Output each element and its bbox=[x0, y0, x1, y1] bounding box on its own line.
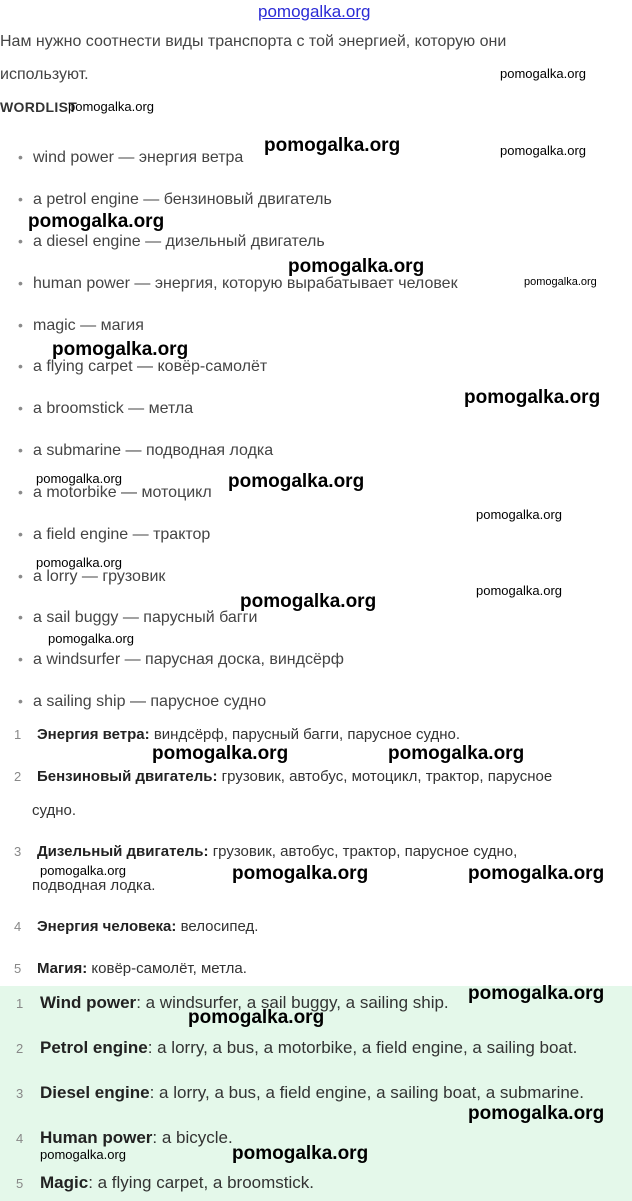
answer-text-continued: судно. bbox=[32, 802, 77, 819]
watermark: pomogalka.org bbox=[188, 1007, 325, 1028]
list-item bbox=[18, 191, 332, 209]
answer-label: Энергия человека: bbox=[37, 918, 177, 935]
list-item bbox=[18, 400, 193, 418]
wordlist-entry: magic — магия bbox=[33, 317, 144, 334]
watermark: pomogalka.org bbox=[36, 471, 122, 486]
answer-label: Human power bbox=[40, 1128, 153, 1147]
wordlist-entry: a lorry — грузовик bbox=[33, 568, 166, 585]
bullet-icon: • bbox=[18, 693, 23, 709]
list-item bbox=[18, 526, 210, 544]
item-number: 5 bbox=[14, 961, 22, 976]
list-item bbox=[18, 149, 243, 167]
answer-text: грузовик, автобус, трактор, парусное судно, bbox=[212, 843, 518, 860]
watermark: pomogalka.org bbox=[240, 591, 377, 612]
watermark: pomogalka.org bbox=[500, 66, 586, 81]
answer-text-continued: подводная лодка. bbox=[32, 877, 156, 894]
item-number: 3 bbox=[16, 1086, 24, 1101]
answer-label: Магия: bbox=[37, 960, 88, 977]
answer-text: велосипед. bbox=[180, 918, 259, 935]
item-number: 4 bbox=[14, 919, 22, 934]
watermark: pomogalka.org bbox=[388, 743, 525, 764]
item-number: 3 bbox=[14, 844, 22, 859]
list-item bbox=[18, 568, 165, 586]
list-item bbox=[18, 442, 273, 460]
bullet-icon: • bbox=[18, 609, 23, 625]
en-answer-item bbox=[16, 1083, 584, 1103]
watermark: pomogalka.org bbox=[232, 1143, 369, 1164]
watermark: pomogalka.org bbox=[476, 507, 562, 522]
watermark: pomogalka.org bbox=[288, 256, 425, 277]
wordlist-entry: a petrol engine — бензиновый двигатель bbox=[33, 191, 332, 208]
bullet-icon: • bbox=[18, 191, 23, 207]
ru-answer-item bbox=[14, 760, 614, 828]
item-number: 5 bbox=[16, 1176, 24, 1191]
wordlist-entry: a motorbike — мотоцикл bbox=[33, 484, 212, 501]
bullet-icon: • bbox=[18, 442, 23, 458]
answer-text: грузовик, автобус, мотоцикл, трактор, парусное bbox=[221, 768, 553, 785]
answer-text: : a lorry, a bus, a motorbike, a field engine, a sailing boat. bbox=[147, 1038, 578, 1057]
en-answer-item bbox=[16, 1128, 233, 1148]
en-answer-item bbox=[16, 1173, 314, 1193]
item-number: 1 bbox=[14, 727, 22, 742]
watermark: pomogalka.org bbox=[476, 583, 562, 598]
answer-text: : a flying carpet, a broomstick. bbox=[88, 1173, 315, 1192]
watermark: pomogalka.org bbox=[68, 99, 154, 114]
watermark: pomogalka.org bbox=[524, 276, 597, 288]
wordlist-entry: a flying carpet — ковёр-самолёт bbox=[33, 358, 268, 375]
ru-answer-item bbox=[14, 910, 614, 944]
watermark: pomogalka.org bbox=[500, 143, 586, 158]
list-item bbox=[18, 693, 266, 711]
list-item bbox=[18, 317, 144, 335]
answer-label: Diesel engine bbox=[40, 1083, 150, 1102]
answer-text: виндсёрф, парусный багги, парусное судно. bbox=[153, 726, 461, 743]
watermark: pomogalka.org bbox=[232, 863, 369, 884]
site-link[interactable]: pomogalka.org bbox=[258, 2, 371, 21]
wordlist-title: WORDLIST bbox=[0, 99, 78, 115]
bullet-icon: • bbox=[18, 526, 23, 542]
watermark: pomogalka.org bbox=[228, 471, 365, 492]
list-item bbox=[18, 651, 344, 669]
watermark: pomogalka.org bbox=[52, 339, 189, 360]
wordlist-entry: a sailing ship — парусное судно bbox=[33, 693, 267, 710]
bullet-icon: • bbox=[18, 568, 23, 584]
bullet-icon: • bbox=[18, 358, 23, 374]
bullet-icon: • bbox=[18, 400, 23, 416]
wordlist-entry: a diesel engine — дизельный двигатель bbox=[33, 233, 325, 250]
watermark: pomogalka.org bbox=[468, 1103, 605, 1124]
list-item bbox=[18, 233, 325, 251]
bullet-icon: • bbox=[18, 651, 23, 667]
answer-label: Petrol engine bbox=[40, 1038, 148, 1057]
list-item bbox=[18, 609, 257, 627]
watermark: pomogalka.org bbox=[468, 983, 605, 1004]
watermark: pomogalka.org bbox=[28, 211, 165, 232]
answer-text: : a bicycle. bbox=[152, 1128, 233, 1147]
bullet-icon: • bbox=[18, 484, 23, 500]
wordlist-entry: a submarine — подводная лодка bbox=[33, 442, 274, 459]
list-item bbox=[18, 484, 212, 502]
intro-text-line2: используют. bbox=[0, 66, 89, 83]
item-number: 2 bbox=[14, 769, 22, 784]
wordlist-entry: a windsurfer — парусная доска, виндсёрф bbox=[33, 651, 344, 668]
bullet-icon: • bbox=[18, 149, 23, 165]
watermark: pomogalka.org bbox=[264, 135, 401, 156]
watermark: pomogalka.org bbox=[152, 743, 289, 764]
answer-label: Дизельный двигатель: bbox=[37, 843, 209, 860]
wordlist-entry: a broomstick — метла bbox=[33, 400, 194, 417]
answer-label: Wind power bbox=[40, 993, 137, 1012]
watermark: pomogalka.org bbox=[48, 631, 134, 646]
answer-text: : a windsurfer, a sail buggy, a sailing ship. bbox=[136, 993, 449, 1012]
answer-text: : a lorry, a bus, a field engine, a sailing boat, a submarine. bbox=[149, 1083, 584, 1102]
bullet-icon: • bbox=[18, 233, 23, 249]
intro-text-line1: Нам нужно соотнести виды транспорта с той энергией, которую они bbox=[0, 33, 507, 50]
wordlist-entry: a field engine — трактор bbox=[33, 526, 211, 543]
watermark: pomogalka.org bbox=[40, 863, 126, 878]
item-number: 1 bbox=[16, 996, 24, 1011]
watermark: pomogalka.org bbox=[464, 387, 601, 408]
watermark: pomogalka.org bbox=[468, 863, 605, 884]
bullet-icon: • bbox=[18, 275, 23, 291]
answer-label: Magic bbox=[40, 1173, 89, 1192]
answer-text: ковёр-самолёт, метла. bbox=[91, 960, 247, 977]
wordlist-entry: human power — энергия, которую вырабатывает человек bbox=[33, 275, 458, 292]
item-number: 4 bbox=[16, 1131, 24, 1146]
wordlist-entry: wind power — энергия ветра bbox=[33, 149, 244, 166]
wordlist-entry: a sail buggy — парусный багги bbox=[33, 609, 258, 626]
watermark: pomogalka.org bbox=[40, 1147, 126, 1162]
answer-label: Бензиновый двигатель: bbox=[37, 768, 218, 785]
item-number: 2 bbox=[16, 1041, 24, 1056]
answer-label: Энергия ветра: bbox=[37, 726, 150, 743]
en-answer-item bbox=[16, 1038, 577, 1058]
bullet-icon: • bbox=[18, 317, 23, 333]
watermark: pomogalka.org bbox=[36, 555, 122, 570]
ru-answer-item bbox=[14, 952, 614, 986]
